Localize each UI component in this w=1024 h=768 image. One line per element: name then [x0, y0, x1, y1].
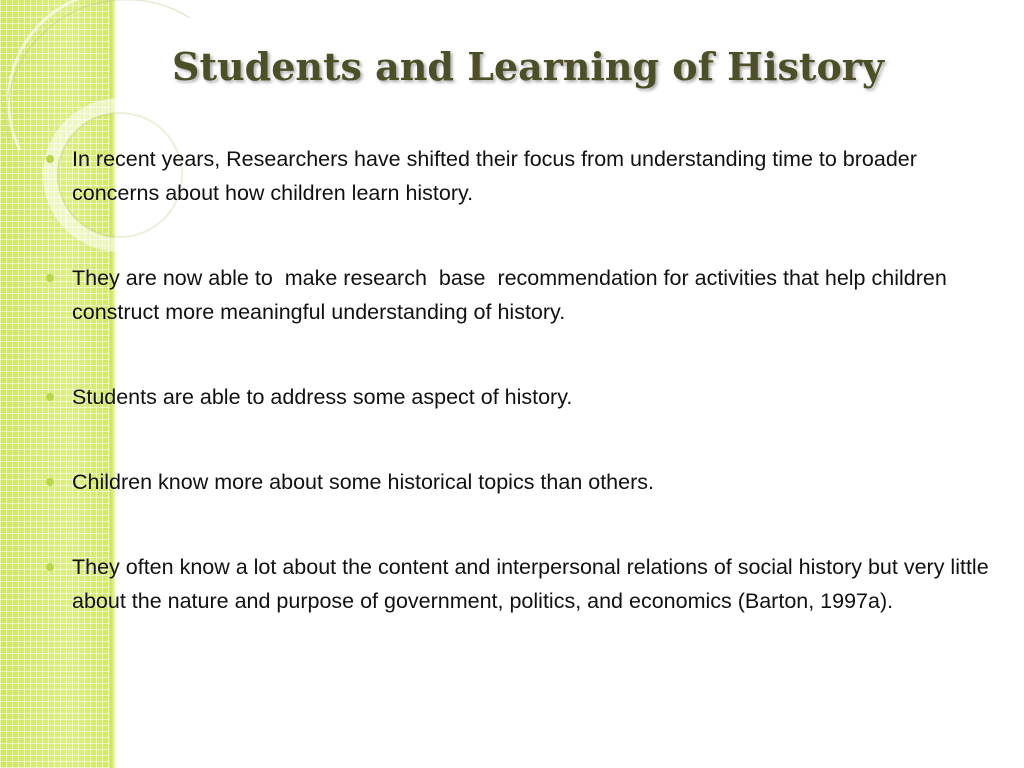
- bullet-text: They often know a lot about the content and interpersonal relations of social history but very little about the nature and purpose of government, politics, and economics (Barton, 1997a).: [72, 555, 989, 613]
- list-item: [46, 142, 1001, 210]
- bullet-icon: [46, 393, 54, 401]
- bullet-text: Children know more about some historical topics than others.: [72, 470, 654, 494]
- bullet-icon: [46, 563, 54, 571]
- bullet-text: Students are able to address some aspect of history.: [72, 385, 573, 409]
- bullet-icon: [46, 478, 54, 486]
- bullet-text: In recent years, Researchers have shifted their focus from understanding time to broader concerns about how children learn history.: [72, 147, 917, 205]
- list-item: [46, 380, 1001, 414]
- list-item: [46, 550, 1001, 618]
- bullet-icon: [46, 155, 54, 163]
- bullet-list: [46, 142, 1001, 618]
- bullet-icon: [46, 274, 54, 282]
- slide-title: Students and Learning of History: [172, 44, 884, 89]
- list-item: [46, 261, 1001, 329]
- list-item: [46, 465, 1001, 499]
- bullet-text: They are now able to make research base recommendation for activities that help children construct more meaningful understanding of history.: [72, 266, 953, 324]
